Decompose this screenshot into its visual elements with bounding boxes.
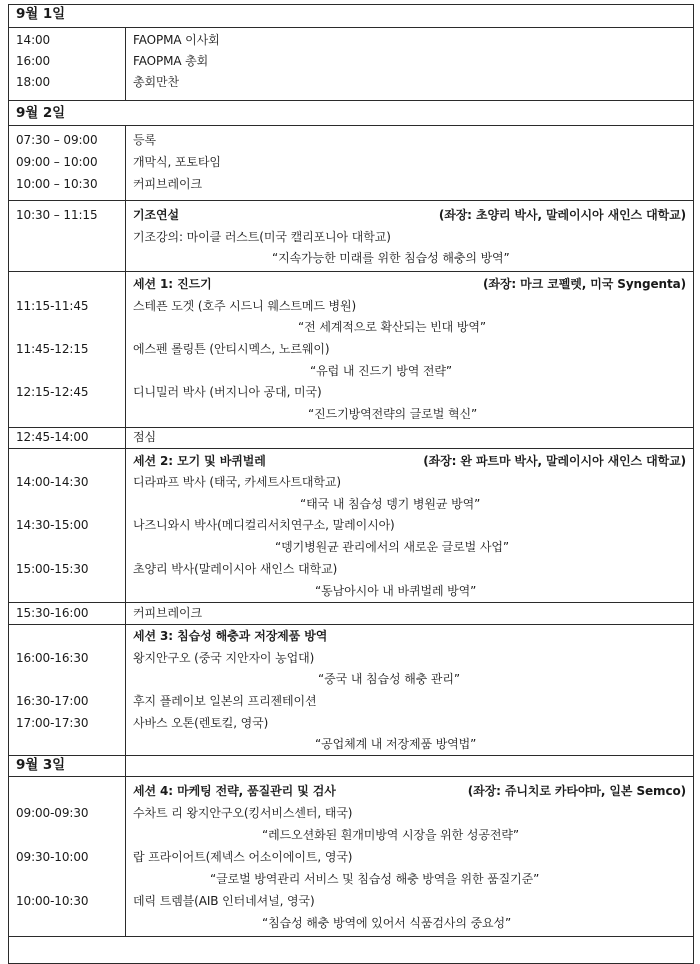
time-cell: 14:00-14:30: [16, 475, 89, 489]
talk-title: “글로벌 방역관리 서비스 및 침습성 해충 방역을 위한 품질기준”: [210, 872, 540, 886]
speaker: 나즈니와시 박사(메디컬리서치연구소, 말레이시아): [133, 518, 395, 532]
rule: [8, 271, 694, 272]
speaker: 데릭 트렘블(AIB 인터네셔널, 영국): [133, 894, 315, 908]
time-cell: 11:15-11:45: [16, 299, 89, 313]
rule: [8, 602, 694, 603]
speaker: 디라파프 박사 (태국, 카세트사트대학교): [133, 475, 341, 489]
time-cell: 12:45-14:00: [16, 430, 89, 444]
session-chair: (좌장: 쥬니치로 카타야마, 일본 Semco): [467, 784, 686, 798]
talk-title: “레드오션화된 흰개미방역 시장을 위한 성공전략”: [262, 828, 519, 842]
time-cell: 10:00-10:30: [16, 894, 89, 908]
session-title: 세션 4: 마케팅 전략, 품질관리 및 검사: [133, 784, 336, 798]
session-title: 기조연설: [133, 208, 179, 222]
event-cell: 총회만찬: [133, 75, 179, 89]
session-chair: (좌장: 마크 코펠렛, 미국 Syngenta): [483, 277, 686, 291]
event-cell: FAOPMA 총회: [133, 54, 209, 68]
rule: [8, 27, 694, 28]
rule: [8, 776, 694, 777]
rule: [8, 936, 694, 937]
speaker: 왕지안구오 (중국 지안자이 농업대): [133, 651, 315, 665]
time-cell: 17:00-17:30: [16, 716, 89, 730]
time-cell: 14:30-15:00: [16, 518, 89, 532]
talk-title: “지속가능한 미래를 위한 침습성 해충의 방역”: [272, 251, 510, 265]
time-cell: 10:30 – 11:15: [16, 208, 98, 222]
event-cell: 개막식, 포토타임: [133, 155, 221, 169]
speaker: 초양리 박사(말레이시아 새인스 대학교): [133, 562, 338, 576]
rule: [8, 200, 694, 201]
event-cell: 커피브레이크: [133, 606, 202, 620]
speaker: 스테픈 도겟 (호주 시드니 웨스트메드 병원): [133, 299, 357, 313]
event-cell: FAOPMA 이사회: [133, 33, 220, 47]
time-cell: 16:00-16:30: [16, 651, 89, 665]
time-cell: 11:45-12:15: [16, 342, 89, 356]
time-cell: 12:15-12:45: [16, 385, 89, 399]
event-cell: 커피브레이크: [133, 177, 202, 191]
session-chair: (좌장: 초양리 박사, 말레이시아 새인스 대학교): [438, 208, 686, 222]
session-chair: (좌장: 완 파트마 박사, 말레이시아 새인스 대학교): [423, 454, 686, 468]
talk-title: “침습성 해충 방역에 있어서 식품검사의 중요성”: [262, 916, 512, 930]
day-heading: 9월 1일: [16, 6, 66, 22]
rule: [8, 100, 694, 101]
talk-title: “중국 내 침습성 해충 관리”: [318, 672, 461, 686]
speaker: 수차트 리 왕지안구오(킹서비스센터, 태국): [133, 806, 353, 820]
time-cell: 14:00: [16, 33, 51, 47]
column-divider: [125, 27, 126, 100]
day-heading: 9월 3일: [16, 757, 66, 773]
speaker: 랍 프라이어트(제넥스 어소이에이트, 영국): [133, 850, 353, 864]
time-cell: 18:00: [16, 75, 51, 89]
speaker: 사바스 오톤(렌토킬, 영국): [133, 716, 269, 730]
talk-title: “뎅기병원균 관리에서의 새로운 글로벌 사업”: [275, 540, 509, 554]
column-divider: [125, 125, 126, 936]
rule: [8, 125, 694, 126]
speaker: 후지 플레이보 일본의 프리젠테이션: [133, 694, 317, 708]
talk-title: “유럽 내 진드기 방역 전략”: [310, 364, 453, 378]
speaker: 디니밀러 박사 (버지니아 공대, 미국): [133, 385, 322, 399]
session-title: 세션 3: 침습성 해충과 저장제품 방역: [133, 629, 328, 643]
time-cell: 10:00 – 10:30: [16, 177, 98, 191]
rule: [8, 427, 694, 428]
event-cell: 점심: [133, 430, 156, 444]
time-cell: 15:30-16:00: [16, 606, 89, 620]
time-cell: 16:30-17:00: [16, 694, 89, 708]
talk-title: “전 세계적으로 확산되는 빈대 방역”: [298, 320, 486, 334]
time-cell: 07:30 – 09:00: [16, 133, 98, 147]
talk-title: “태국 내 침습성 뎅기 병원균 방역”: [300, 497, 481, 511]
talk-title: “동남아시아 내 바퀴벌레 방역”: [315, 584, 477, 598]
time-cell: 15:00-15:30: [16, 562, 89, 576]
speaker: 기조강의: 마이클 러스트(미국 캘리포니아 대학교): [133, 230, 391, 244]
event-cell: 등록: [133, 133, 156, 147]
rule: [8, 624, 694, 625]
talk-title: “진드기방역전략의 글로벌 혁신”: [308, 407, 478, 421]
rule: [8, 448, 694, 449]
time-cell: 09:30-10:00: [16, 850, 89, 864]
session-title: 세션 1: 진드기: [133, 277, 212, 291]
time-cell: 09:00-09:30: [16, 806, 89, 820]
speaker: 에스펜 롤링튼 (안티시멕스, 노르웨이): [133, 342, 330, 356]
time-cell: 16:00: [16, 54, 51, 68]
time-cell: 09:00 – 10:00: [16, 155, 98, 169]
session-title: 세션 2: 모기 및 바퀴벌레: [133, 454, 266, 468]
day-heading: 9월 2일: [16, 105, 66, 121]
talk-title: “공업체계 내 저장제품 방역법”: [315, 737, 477, 751]
rule: [8, 755, 694, 756]
